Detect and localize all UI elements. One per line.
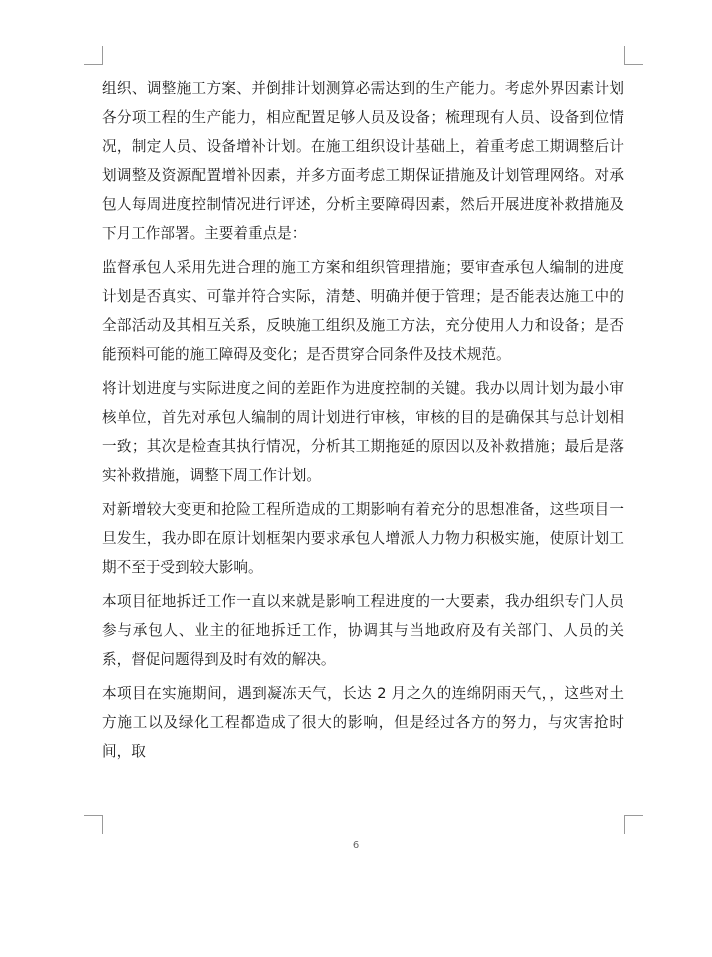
paragraph: 将计划进度与实际进度之间的差距作为进度控制的关键。我办以周计划为最小审核单位，首先对承包人编制的周计划进行审核，审核的目的是确保其与总计划相一致；其次是检查其执行情况，分析其工期拖延的原因以及补救措施；最后是落实补救措施，调整下周工作计划。 bbox=[102, 380, 624, 484]
crop-mark-top-right bbox=[624, 46, 643, 65]
paragraph: 本项目征地拆迁工作一直以来就是影响工程进度的一大要素，我办组织专门人员参与承包人、业主的征地拆迁工作，协调其与当地政府及有关部门、人员的关系，督促问题得到及时有效的解决。 bbox=[102, 593, 624, 668]
crop-mark-bottom-left bbox=[84, 815, 103, 834]
crop-mark-top-left bbox=[84, 46, 103, 65]
body-text[interactable] bbox=[102, 74, 624, 771]
paragraph: 监督承包人采用先进合理的施工方案和组织管理措施；要审查承包人编制的进度计划是否真实、可靠并符合实际，清楚、明确并便于管理；是否能表达施工中的全部活动及其相互关系，反映施工组织及施工方法，充分使用人力和设备；是否能预料可能的施工障碍及变化；是否贯穿合同条件及技术规范。 bbox=[102, 259, 624, 363]
crop-mark-bottom-right bbox=[624, 815, 643, 834]
paragraph: 对新增较大变更和抢险工程所造成的工期影响有着充分的思想准备，这些项目一旦发生，我办即在原计划框架内要求承包人增派人力物力积极实施，使原计划工期不至于受到较大影响。 bbox=[102, 501, 624, 576]
page-number: 6 bbox=[352, 840, 360, 851]
paragraph: 本项目在实施期间，遇到凝冻天气，长达 2 月之久的连绵阴雨天气，，这些对土方施工以及绿化工程都造成了很大的影响，但是经过各方的努力，与灾害抢时间，取 bbox=[102, 685, 624, 760]
paragraph: 组织、调整施工方案、并倒排计划测算必需达到的生产能力。考虑外界因素计划各分项工程的生产能力，相应配置足够人员及设备；梳理现有人员、设备到位情况，制定人员、设备增补计划。在施工组织设计基础上，着重考虑工期调整后计划调整及资源配置增补因素，并多方面考虑工期保证措施及计划管理网络。对承包人每周进度控制情况进行评述，分析主要障碍因素，然后开展进度补救措施及下月工作部署。主要着重点是： bbox=[102, 80, 624, 242]
